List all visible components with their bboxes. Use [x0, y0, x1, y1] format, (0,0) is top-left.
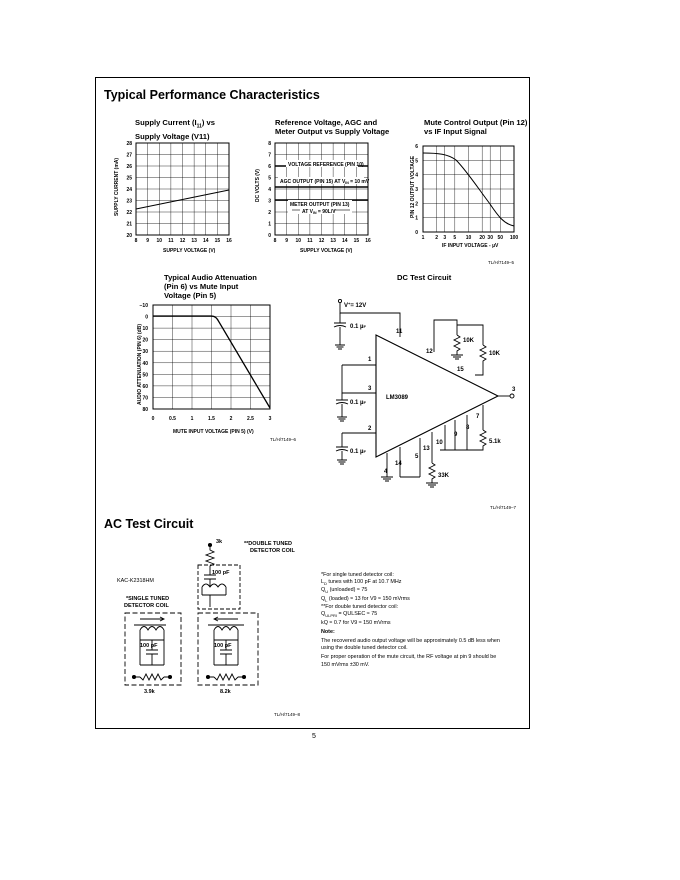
- graph3-xtick: 50: [497, 235, 504, 241]
- graph2-xtick: 8: [273, 238, 277, 244]
- tl-5: TL/H/7149–5: [488, 260, 515, 265]
- note-line-4: [321, 596, 526, 604]
- graph2-ytick: 7: [268, 152, 271, 159]
- graph1-ytick: 24: [126, 187, 132, 193]
- graph4-ylabel: AUDIO ATTENUATION (PIN 6) (dB): [137, 323, 143, 405]
- graph3-caption-text: Mute Control Output (Pin 12): [424, 118, 528, 127]
- graph3-chart: [398, 140, 523, 260]
- dc-pin-7: 7: [476, 414, 480, 420]
- graph2-label-meter2: [302, 209, 336, 215]
- ac-circuit: [110, 535, 320, 715]
- dc-vplus-sup: +: [348, 301, 351, 306]
- graph3-ytick: 4: [415, 172, 418, 179]
- dc-cap3-text: 0.1 µ: [350, 449, 364, 455]
- dc-r4: 33K: [438, 473, 450, 479]
- note-line-6b: = QULSEC ≈ 75: [336, 611, 378, 618]
- note-line-9: using the double tuned detector coil.: [321, 645, 408, 652]
- graph1-ytick: 26: [126, 164, 132, 170]
- tl-6: TL/H/7149–6: [270, 437, 297, 442]
- graph4-ytick: 20: [142, 337, 148, 344]
- note-line-4-sub: L: [325, 597, 328, 603]
- note-line-5: **For double tuned detector coil:: [321, 604, 399, 611]
- graph4-caption: [164, 273, 257, 300]
- dc-cap1-text: 0.1 µ: [350, 324, 364, 330]
- graph4-ytick: −10: [139, 303, 148, 309]
- ac-cap-top: 100 pF: [212, 570, 230, 576]
- graph3-caption: [424, 118, 527, 136]
- graph4-xtick: 2: [229, 416, 233, 422]
- graph1-ytick: 21: [126, 221, 132, 228]
- dc-title: DC Test Circuit: [397, 273, 452, 282]
- graph4-xtick: 3: [268, 416, 272, 422]
- dc-pin-10: 10: [436, 440, 443, 446]
- graph3-xtick: 30: [487, 235, 493, 241]
- note-line-6-sub: ULPRI: [325, 613, 337, 619]
- note-line-3: [321, 587, 526, 595]
- graph1-xtick: 15: [214, 238, 221, 244]
- graph3-xticks: [422, 235, 519, 241]
- graph3-grid: [423, 146, 514, 232]
- note-line-3-sub: U: [325, 589, 329, 595]
- graph2-label-agc-text: AGC OUTPUT (PIN 15) AT V: [280, 179, 346, 185]
- dc-pin-1: 1: [368, 357, 372, 363]
- graph1-xlabel: SUPPLY VOLTAGE (V): [163, 248, 216, 254]
- graph2-label-meter2-sub: IN: [313, 211, 317, 215]
- graph1-xtick: 16: [226, 238, 232, 244]
- graph1-yticks: [126, 141, 132, 239]
- ac-notes: [321, 572, 526, 669]
- dc-pin-14: 14: [395, 461, 402, 467]
- dc-vplus-end: = 12V: [350, 303, 367, 309]
- ac-cap-left: 100 pF: [140, 643, 158, 649]
- graph2-xtick: 9: [285, 238, 289, 244]
- graph1-ytick: 20: [126, 233, 132, 239]
- graph2-caption-text-2: Meter Output vs Supply Voltage: [275, 127, 390, 136]
- tl-8: TL/H/7149–8: [274, 712, 301, 717]
- note-line-3b: (unloaded) ≈ 75: [328, 587, 368, 594]
- graph2-ytick: 1: [268, 221, 271, 228]
- graph1-caption-text-b: ) vs: [201, 118, 215, 127]
- graph4-ytick: 80: [142, 407, 148, 413]
- graph2-ylabel: DC VOLTS (V): [255, 169, 261, 202]
- note-line-4b: (loaded) ≈ 13 for V9 ≈ 150 mVrms: [327, 595, 410, 602]
- graph3-ylabel: PIN 12 OUTPUT VOLTAGE: [410, 155, 416, 218]
- graph1-ytick: 22: [126, 210, 132, 216]
- dc-pin-8: 8: [466, 425, 470, 431]
- ac-r-right: 8.2k: [220, 689, 231, 695]
- dc-cap2-text: 0.1 µ: [350, 400, 364, 406]
- graph3-xtick: 20: [479, 235, 485, 241]
- graph1-ytick: 27: [126, 152, 132, 159]
- graph3-ytick: 6: [415, 144, 418, 150]
- graph4-caption-text: Typical Audio Attenuation: [164, 273, 257, 282]
- graph1-xtick: 13: [191, 238, 197, 244]
- graph2-xtick: 14: [341, 238, 348, 244]
- graph3-caption-text-2: vs IF Input Signal: [424, 127, 487, 136]
- graph1-xtick: 9: [146, 238, 150, 244]
- graph1-xtick: 8: [134, 238, 138, 244]
- graph1-caption: [135, 118, 215, 141]
- graph3-xtick: 5: [453, 235, 457, 241]
- graph2-xtick: 12: [318, 238, 325, 244]
- graph2-xlabel: SUPPLY VOLTAGE (V): [300, 248, 353, 254]
- note-line-8: The recovered audio output voltage will be approximately 0.5 dB less when: [321, 637, 500, 644]
- graph1-xtick: 11: [168, 238, 174, 244]
- note-label: Note:: [321, 628, 335, 635]
- dc-circuit: [320, 295, 525, 505]
- dc-r3: 5.1k: [489, 439, 501, 445]
- graph2-ytick: 2: [268, 210, 271, 216]
- note-line-11: 150 mVrms ±30 mV.: [321, 661, 370, 668]
- dc-cap2-f: F: [363, 400, 366, 405]
- graph1-grid: [136, 143, 229, 235]
- graph3-ytick: 1: [415, 215, 418, 222]
- heading-ac: AC Test Circuit: [104, 517, 194, 531]
- graph2-caption: [275, 118, 389, 136]
- graph4-ytick: 60: [142, 383, 148, 390]
- note-line-10: For proper operation of the mute circuit, the RF voltage at pin 9 should be: [321, 654, 497, 661]
- ac-single-label1: *SINGLE TUNED: [126, 596, 170, 602]
- graph2-label-agc: [280, 179, 370, 185]
- note-line-6a: Q: [321, 611, 326, 618]
- dc-pin-4: 4: [384, 469, 388, 475]
- graph2-xtick: 15: [353, 238, 360, 244]
- dc-r2: 10K: [489, 351, 501, 357]
- graph2-ytick: 8: [268, 141, 271, 147]
- graph1-xtick: 14: [202, 238, 209, 244]
- graph3-xtick: 1: [421, 235, 425, 241]
- graph3-ytick: 0: [415, 230, 418, 236]
- note-line-7: kQ ≈ 0.7 for V9 ≈ 150 mVrms: [321, 619, 391, 626]
- dc-pin-12: 12: [426, 349, 433, 355]
- dc-cap1: [350, 324, 366, 330]
- graph1-caption-text: Supply Current (I: [135, 118, 197, 127]
- graph4-ytick: 30: [142, 349, 148, 356]
- dc-cap2: [350, 400, 366, 406]
- graph4-grid: [153, 305, 270, 409]
- graph2-yticks: [268, 141, 271, 239]
- ac-part-number: KAC-K2318HM: [117, 578, 154, 584]
- ac-r-left: 3.9k: [144, 689, 155, 695]
- graph2-xtick: 16: [365, 238, 371, 244]
- graph3-xtick: 2: [435, 235, 439, 241]
- graph3-ytick: 2: [415, 201, 418, 208]
- ac-double-label1: **DOUBLE TUNED: [244, 541, 292, 547]
- graph2-label-ref: VOLTAGE REFERENCE (PIN 10): [288, 162, 364, 168]
- graph3-ytick: 3: [415, 187, 418, 193]
- note-line-3a: Q: [321, 587, 326, 594]
- graph1-ytick: 28: [126, 141, 132, 147]
- note-line-6: [321, 611, 526, 619]
- ac-double-label2: DETECTOR COIL: [250, 548, 295, 554]
- graph1-ylabel: SUPPLY CURRENT (mA): [114, 157, 120, 216]
- note-line-2: [321, 579, 526, 587]
- dc-chip-label: LM3089: [386, 395, 409, 401]
- graph2-caption-text: Reference Voltage, AGC and: [275, 118, 378, 127]
- graph2-xtick: 11: [307, 238, 313, 244]
- page-number: 5: [312, 733, 316, 740]
- graph1-ytick: 23: [126, 198, 132, 205]
- dc-pin-2: 2: [368, 426, 372, 432]
- graph1-xtick: 10: [156, 238, 163, 244]
- graph3-xlabel: IF INPUT VOLTAGE - µV: [442, 243, 499, 249]
- dc-cap3: [350, 449, 366, 455]
- note-line-4a: Q: [321, 595, 326, 602]
- graph4-xtick: 0: [151, 416, 155, 422]
- graph3-xtick: 10: [465, 235, 472, 241]
- graph2-ytick: 0: [268, 233, 271, 239]
- graph3-xtick: 100: [509, 235, 519, 241]
- note-line-1: *For single tuned detector coil:: [321, 572, 394, 578]
- graph1-caption-text-2: Supply Voltage (V11): [135, 131, 210, 141]
- heading-typical: Typical Performance Characteristics: [104, 88, 320, 102]
- graph2-label-agc-sub: IN: [345, 181, 349, 185]
- graph4-ytick: 0: [145, 314, 148, 321]
- graph1-caption-sub: 11: [196, 123, 202, 130]
- note-line-2-sub: D: [324, 581, 327, 587]
- graph4-xtick: 1: [190, 416, 194, 422]
- dc-pin-9: 9: [454, 432, 458, 438]
- graph2-xtick: 10: [295, 238, 302, 244]
- graph2-label-meter2-end: = 90L/V: [316, 209, 336, 215]
- graph4-ytick: 10: [142, 326, 148, 333]
- graph2-ytick: 5: [268, 175, 271, 182]
- graph1-xticks: [135, 238, 232, 244]
- graph2-label-meter2-text: AT V: [302, 209, 314, 215]
- graph3-xtick: 3: [443, 235, 447, 241]
- dc-pin-3: 3: [368, 386, 372, 392]
- ac-single-label2: DETECTOR COIL: [124, 603, 169, 609]
- graph4-ytick: 50: [142, 372, 148, 379]
- ac-cap-right: 100 pF: [214, 643, 232, 649]
- dc-pin-out: 3: [512, 387, 516, 393]
- dc-pin-15: 15: [457, 367, 464, 373]
- graph1-ytick: 25: [126, 175, 132, 182]
- graph2-label-agc-end: = 10 mV: [348, 179, 370, 185]
- graph1-chart: [113, 140, 238, 260]
- note-line-2b: tunes with 100 pF at 10.7 MHz: [326, 579, 402, 586]
- graph4-caption-text-3: Voltage (Pin 5): [164, 291, 217, 300]
- dc-r1: 10K: [463, 338, 475, 344]
- tl-7: TL/H/7149–7: [490, 505, 517, 510]
- dc-vplus: [344, 301, 366, 309]
- graph2-grid: [275, 143, 368, 235]
- graph2-chart: [252, 140, 382, 260]
- graph4-xtick: 1.5: [208, 416, 215, 422]
- graph2-ytick: 3: [268, 198, 271, 205]
- graph2-label-meter1: METER OUTPUT (PIN 13): [290, 202, 350, 208]
- dc-cap3-f: F: [363, 449, 366, 454]
- graph4-chart: [133, 300, 283, 440]
- graph4-caption-text-2: (Pin 6) vs Mute Input: [164, 282, 239, 291]
- dc-pin-11: 11: [396, 329, 403, 335]
- graph2-ytick: 6: [268, 164, 271, 170]
- graph4-xlabel: MUTE INPUT VOLTAGE (PIN 5) (V): [173, 429, 254, 435]
- dc-cap1-f: F: [363, 324, 366, 329]
- graph2-xticks: [274, 238, 371, 244]
- graph4-xtick: 2.5: [247, 416, 254, 422]
- dc-vplus-text: V: [344, 303, 349, 309]
- graph2-xtick: 13: [330, 238, 336, 244]
- ac-r-top: 3k: [216, 539, 223, 545]
- note-line-2a: L: [321, 579, 324, 586]
- dc-pin-5: 5: [415, 454, 419, 460]
- graph4-ytick: 40: [142, 360, 148, 367]
- graph3-ytick: 5: [415, 158, 418, 165]
- graph2-ytick: 4: [268, 187, 271, 193]
- dc-pin-13: 13: [423, 446, 430, 452]
- graph1-xtick: 12: [179, 238, 186, 244]
- graph4-ytick: 70: [142, 395, 148, 402]
- graph4-xtick: 0.5: [169, 416, 176, 422]
- graph4-xticks: [152, 416, 272, 422]
